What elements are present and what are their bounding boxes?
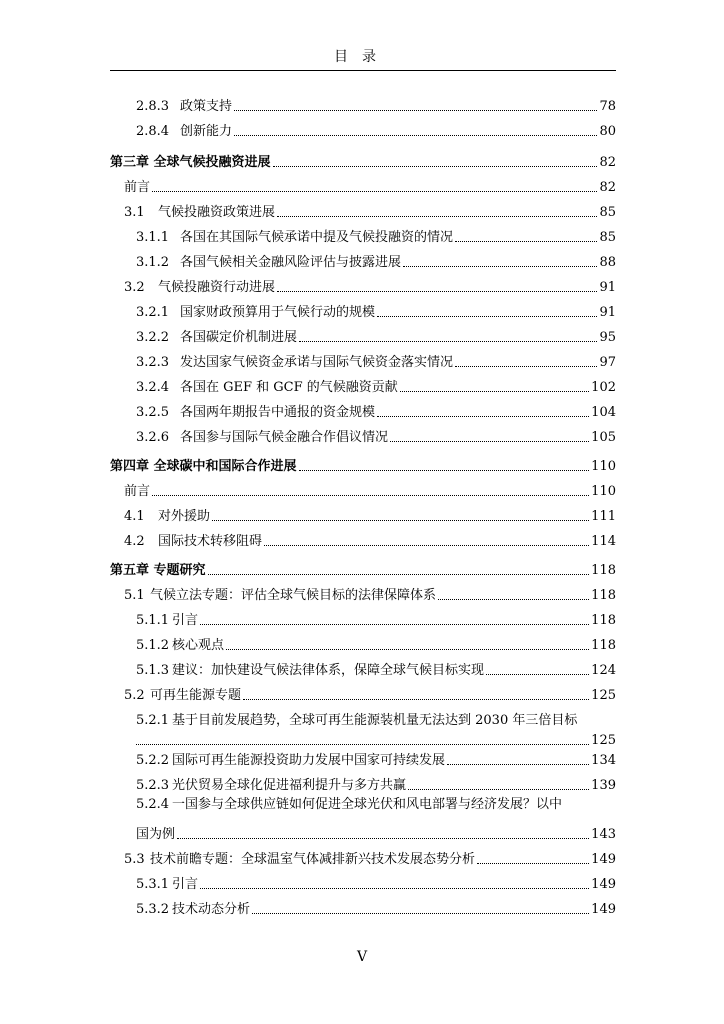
toc-page-number: 85 xyxy=(599,230,616,245)
toc-entry[interactable] xyxy=(136,629,616,654)
toc-page-number: 110 xyxy=(591,459,616,474)
toc-section-title: 各国在其国际气候承诺中提及气候投融资的情况 xyxy=(180,230,454,245)
toc-page-number: 105 xyxy=(591,430,616,445)
toc-entry-label xyxy=(136,777,406,794)
toc-page-number: 95 xyxy=(599,330,616,345)
toc-section-title: 气候立法专题：评估全球气候目标的法律保障体系 xyxy=(150,588,437,603)
toc-page-number: 118 xyxy=(591,638,616,653)
leader-dots xyxy=(403,266,597,267)
toc-page-number: 149 xyxy=(591,877,616,892)
header-rule xyxy=(110,70,616,71)
toc-page-number: 118 xyxy=(591,563,616,578)
toc-entry-label xyxy=(136,379,398,396)
toc-section-title: 技术动态分析 xyxy=(172,902,251,917)
toc-page-number: 118 xyxy=(591,588,616,603)
toc-section-title: 各国参与国际气候金融合作倡议情况 xyxy=(180,430,389,445)
leader-dots xyxy=(400,391,589,392)
toc-entry-label xyxy=(136,304,375,321)
toc-chapter-entry[interactable] xyxy=(110,554,616,579)
leader-dots xyxy=(226,649,589,650)
leader-dots xyxy=(486,674,589,675)
toc-page-number: 85 xyxy=(599,205,616,220)
toc-section-title: 基于目前发展趋势，全球可再生能源装机量无法达到 2030 年三倍目标 xyxy=(172,713,578,728)
toc-entry-label xyxy=(136,637,224,654)
toc-section-number: 2.8.3 xyxy=(136,99,170,114)
toc-entry[interactable] xyxy=(136,868,616,893)
leader-dots xyxy=(264,545,589,546)
toc-page-number: 124 xyxy=(591,663,616,678)
toc-section-title: 国际技术转移阻碍 xyxy=(158,534,263,549)
toc-section-title: 可再生能源专题 xyxy=(150,688,242,703)
leader-dots xyxy=(447,764,589,765)
toc-entry[interactable] xyxy=(136,396,616,421)
leader-dots xyxy=(243,699,589,700)
leader-dots xyxy=(212,520,589,521)
toc-entry[interactable] xyxy=(136,654,616,679)
toc-section-number: 5.3 xyxy=(124,852,145,867)
leader-dots xyxy=(299,470,590,471)
toc-entry-label xyxy=(136,612,198,629)
toc-entry[interactable] xyxy=(124,679,616,704)
toc-entry[interactable] xyxy=(136,893,616,918)
toc-entry[interactable] xyxy=(124,500,616,525)
toc-entry-label xyxy=(136,752,445,769)
page-header-title: 目录 xyxy=(334,49,390,65)
toc-page-number: 125 xyxy=(591,733,616,748)
toc-section-title: 建议：加快建设气候法律体系，保障全球气候目标实现 xyxy=(172,663,485,678)
toc-entry[interactable] xyxy=(136,744,616,769)
toc-entry[interactable] xyxy=(136,221,616,246)
toc-entry-label xyxy=(136,354,453,371)
toc-page-number: 91 xyxy=(599,280,616,295)
leader-dots xyxy=(234,110,597,111)
toc-section-number: 5.1.1 xyxy=(136,613,170,628)
toc-page-number: 110 xyxy=(591,484,616,499)
toc-page-number: 118 xyxy=(591,613,616,628)
toc-page-number: 149 xyxy=(591,902,616,917)
toc-section-title: 气候投融资行动进展 xyxy=(158,280,276,295)
toc-entry[interactable] xyxy=(124,843,616,868)
toc-section-number: 4.2 xyxy=(124,534,145,549)
toc-page-number: 102 xyxy=(591,380,616,395)
toc-section-title: 国家财政预算用于气候行动的规模 xyxy=(180,305,376,320)
leader-dots xyxy=(277,291,597,292)
toc-section-title: 政策支持 xyxy=(180,99,233,114)
leader-dots xyxy=(200,888,589,889)
toc-page-number: 91 xyxy=(599,305,616,320)
leader-dots xyxy=(408,789,589,790)
toc-entry-label xyxy=(136,329,297,346)
toc-entry-label xyxy=(136,229,453,246)
leader-dots xyxy=(152,191,597,192)
toc-section-number: 3.2.3 xyxy=(136,355,170,370)
toc-page-number: 82 xyxy=(599,180,616,195)
leader-dots xyxy=(152,495,589,496)
toc-section-title: 前言 xyxy=(124,180,151,195)
toc-page-number: 80 xyxy=(599,124,616,139)
toc-entry-label xyxy=(124,687,241,704)
leader-dots xyxy=(277,216,597,217)
toc-page-number: 143 xyxy=(591,827,616,842)
toc-section-number: 5.2.4 xyxy=(136,797,170,812)
leader-dots xyxy=(377,416,589,417)
toc-entry-label xyxy=(124,204,275,221)
toc-section-title: 气候投融资政策进展 xyxy=(158,205,276,220)
toc-section-title: 各国气候相关金融风险评估与披露进展 xyxy=(180,255,402,270)
toc-entry[interactable] xyxy=(124,171,616,196)
toc-section-number: 5.2.3 xyxy=(136,778,170,793)
toc-section-number: 5.2 xyxy=(124,688,145,703)
toc-entry-label xyxy=(136,429,388,446)
toc-entry-label xyxy=(124,587,436,604)
leader-dots xyxy=(177,838,589,839)
toc-section-number: 3.2 xyxy=(124,280,145,295)
toc-section-number: 3.2.6 xyxy=(136,430,170,445)
toc-page-number: 125 xyxy=(591,688,616,703)
leader-dots xyxy=(377,316,597,317)
toc-entry[interactable] xyxy=(136,769,616,794)
toc-section-title: 各国两年期报告中通报的资金规模 xyxy=(180,405,376,420)
leader-dots xyxy=(477,863,589,864)
page-number-footer: V xyxy=(356,949,368,965)
leader-dots xyxy=(208,574,590,575)
toc-section-number: 5.2.1 xyxy=(136,713,170,728)
toc-entry-label xyxy=(136,901,250,918)
toc-chapter-entry[interactable] xyxy=(110,146,616,171)
toc-section-number: 5.3.2 xyxy=(136,902,170,917)
leader-dots xyxy=(273,166,598,167)
toc-chapter-title: 第五章 专题研究 xyxy=(110,563,206,578)
toc-section-number: 3.2.5 xyxy=(136,405,170,420)
toc-section-title: 发达国家气候资金承诺与国际气候资金落实情况 xyxy=(180,355,454,370)
toc-section-title: 国际可再生能源投资助力发展中国家可持续发展 xyxy=(172,753,446,768)
toc-entry[interactable] xyxy=(136,346,616,371)
toc-entry-label xyxy=(124,851,475,868)
leader-dots xyxy=(252,913,589,914)
toc-page-number: 134 xyxy=(591,753,616,768)
toc-section-number: 3.2.4 xyxy=(136,380,170,395)
toc-entry[interactable] xyxy=(136,115,616,140)
toc-section-title: 技术前瞻专题：全球温室气体减排新兴技术发展态势分析 xyxy=(150,852,476,867)
toc-section-number: 3.2.1 xyxy=(136,305,170,320)
toc-section-number: 3.2.2 xyxy=(136,330,170,345)
toc-section-title: 创新能力 xyxy=(180,124,233,139)
toc-entry-label xyxy=(124,508,210,525)
toc-chapter-title: 第三章 全球气候投融资进展 xyxy=(110,155,271,170)
toc-section-number: 3.1.2 xyxy=(136,255,170,270)
leader-dots xyxy=(455,366,597,367)
toc-section-number: 3.1 xyxy=(124,205,145,220)
toc-entry[interactable] xyxy=(124,271,616,296)
toc-entry-label xyxy=(136,404,375,421)
toc-section-number: 4.1 xyxy=(124,509,145,524)
leader-dots xyxy=(438,599,589,600)
toc-section-number: 5.1.3 xyxy=(136,663,170,678)
toc-page-number: 104 xyxy=(591,405,616,420)
toc-entry-label xyxy=(136,123,232,140)
toc-entry-wrapped-line[interactable] xyxy=(136,796,562,813)
toc-section-number: 5.3.1 xyxy=(136,877,170,892)
toc-section-title: 前言 xyxy=(124,484,151,499)
toc-entry-label xyxy=(136,876,198,893)
toc-page-number: 149 xyxy=(591,852,616,867)
toc-page-number: 97 xyxy=(599,355,616,370)
toc-section-number: 3.1.1 xyxy=(136,230,170,245)
leader-dots xyxy=(234,135,597,136)
toc-page-number: 139 xyxy=(591,778,616,793)
toc-section-title: 光伏贸易全球化促进福利提升与多方共赢 xyxy=(172,778,407,793)
toc-chapter-title: 第四章 全球碳中和国际合作进展 xyxy=(110,459,297,474)
toc-entry[interactable] xyxy=(124,579,616,604)
toc-section-number: 2.8.4 xyxy=(136,124,170,139)
toc-entry[interactable] xyxy=(136,421,616,446)
toc-entry[interactable] xyxy=(136,604,616,629)
toc-section-title: 各国在 GEF 和 GCF 的气候融资贡献 xyxy=(180,380,398,395)
toc-section-title: 各国碳定价机制进展 xyxy=(180,330,298,345)
leader-dots xyxy=(390,441,589,442)
toc-entry-continuation[interactable] xyxy=(136,818,616,843)
toc-chapter-entry[interactable] xyxy=(110,450,616,475)
toc-section-title: 一国参与全球供应链如何促进全球光伏和风电部署与经济发展？以中 xyxy=(172,797,563,812)
toc-page-number: 114 xyxy=(591,534,616,549)
toc-page-number: 88 xyxy=(599,255,616,270)
toc-entry-label xyxy=(136,98,232,115)
toc-entry-label xyxy=(124,533,262,550)
toc-entry-label xyxy=(136,662,484,679)
toc-section-title: 引言 xyxy=(172,877,199,892)
toc-section-number: 5.1.2 xyxy=(136,638,170,653)
toc-section-title-continued: 国为例 xyxy=(136,827,176,842)
toc-entry[interactable] xyxy=(136,296,616,321)
toc-section-title: 引言 xyxy=(172,613,199,628)
leader-dots xyxy=(200,624,589,625)
toc-entry-label xyxy=(124,279,275,296)
toc-entry[interactable] xyxy=(136,321,616,346)
toc-section-number: 5.2.2 xyxy=(136,753,170,768)
toc-page-number: 111 xyxy=(591,509,616,524)
toc-section-title: 对外援助 xyxy=(158,509,211,524)
toc-entry[interactable] xyxy=(136,90,616,115)
toc-section-number: 5.1 xyxy=(124,588,145,603)
toc-page-number: 78 xyxy=(599,99,616,114)
toc-entry[interactable] xyxy=(136,371,616,396)
leader-dots xyxy=(455,241,597,242)
toc-section-title: 核心观点 xyxy=(172,638,225,653)
toc-entry[interactable] xyxy=(124,525,616,550)
toc-entry[interactable] xyxy=(124,196,616,221)
toc-entry[interactable] xyxy=(136,246,616,271)
toc-entry-label xyxy=(136,254,401,271)
toc-page-number: 82 xyxy=(599,155,616,170)
toc-entry[interactable] xyxy=(124,475,616,500)
leader-dots xyxy=(299,341,597,342)
